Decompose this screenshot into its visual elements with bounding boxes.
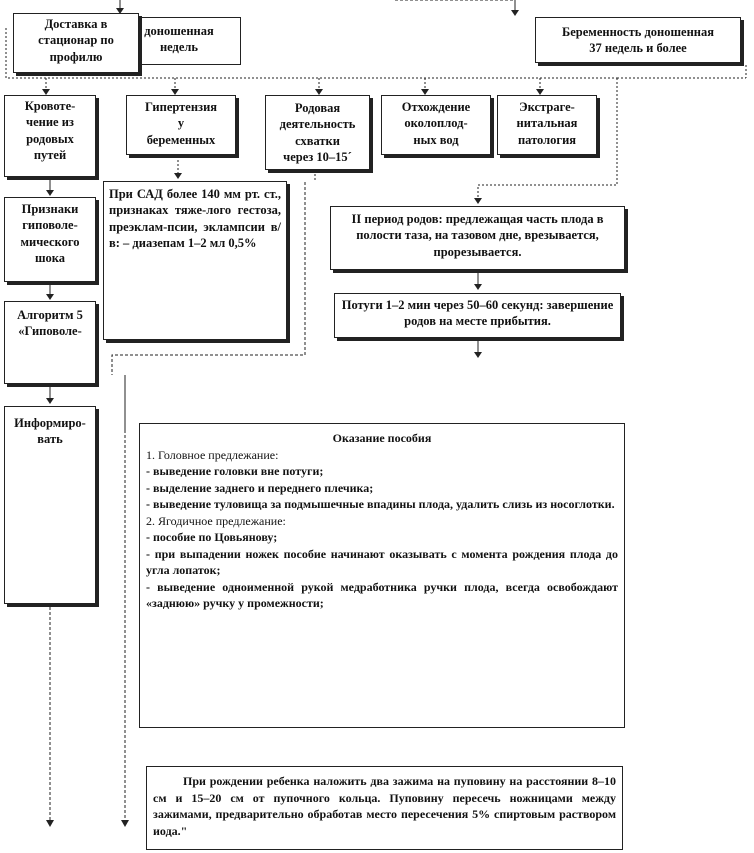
aid-title: Оказание пособия bbox=[332, 431, 432, 445]
extragenital-text: Экстраге- нитальная патология bbox=[516, 100, 578, 147]
pushes-text: Потуги 1–2 мин через 50–60 секунд: завершение родов на месте прибытия. bbox=[341, 298, 614, 329]
hypertension-text: Гипертензия у беременных bbox=[144, 100, 218, 147]
delivery-text: Доставка в стационар по профилю bbox=[38, 17, 114, 64]
arrowhead-sad bbox=[174, 173, 182, 179]
arrowhead-pushes-down bbox=[474, 352, 482, 358]
algorithm-box bbox=[4, 301, 96, 384]
arrowhead-top-right bbox=[511, 10, 519, 16]
waters-text: Отхождение околоплод- ных вод bbox=[401, 100, 471, 147]
waters-box bbox=[381, 95, 491, 155]
umbilical-cord-text: При рождении ребенка наложить два зажима на пуповину на расстоянии 8–10 см и 15–20 см от пупочного кольца. Пуповину пересечь ножницами между зажимами, предварительно обработав место пересечения 5% спиртовым раствором иода." bbox=[153, 774, 616, 838]
labor-text: Родовая деятельность схватки через 10–15´ bbox=[279, 101, 356, 164]
inform-text: Информиро- вать bbox=[14, 416, 86, 447]
sad-box bbox=[103, 181, 287, 340]
aid-line: - выделение заднего и переднего плечика; bbox=[146, 480, 374, 495]
aid-line: - при выпадении ножек пособие начинают оказывать с момента рождения плода до угла лопаток; bbox=[146, 546, 618, 578]
aid-line: - выведение головки вне потуги; bbox=[146, 464, 324, 479]
arrowhead-pushes bbox=[474, 284, 482, 290]
arrowhead-inform bbox=[46, 398, 54, 404]
arrowhead-bottom-mid bbox=[121, 820, 129, 827]
aid-line: - пособие по Цовьянову; bbox=[146, 530, 278, 545]
arrowhead-algorithm bbox=[46, 294, 54, 300]
labor-box bbox=[265, 95, 370, 170]
arrowhead-signs bbox=[46, 190, 54, 196]
aid-line: - выведение одноименной рукой медработника ручки плода, всегда освобождают «заднюю» ручку у промежности; bbox=[146, 579, 618, 611]
algorithm-text: Алгоритм 5 «Гиповоле- bbox=[17, 308, 83, 339]
hypovolemic-signs-box bbox=[4, 197, 96, 282]
arrowhead-period2 bbox=[474, 198, 482, 204]
preterm-text: доношенная недель bbox=[144, 24, 214, 55]
pushes-box bbox=[334, 293, 621, 338]
hypovolemic-signs-text: Признаки гиповоле- мического шока bbox=[20, 202, 80, 265]
period2-text: II период родов: предлежащая часть плода в полости таза, на тазовом дне, врезывается, прорезывается. bbox=[351, 212, 604, 259]
delivery-box bbox=[13, 13, 139, 73]
arrowhead-bottom-left bbox=[46, 820, 54, 827]
bleeding-box bbox=[4, 95, 96, 177]
bleeding-text: Кровоте- чение из родовых путей bbox=[24, 99, 76, 162]
inform-box bbox=[4, 406, 96, 604]
aid-line: - выведение туловища за подмышечные впадины плода, удалить слизь из носоглотки. bbox=[146, 497, 615, 512]
aid-line: 2. Ягодичное предлежание: bbox=[146, 513, 286, 528]
umbilical-cord-box bbox=[146, 766, 623, 850]
sad-text: При САД более 140 мм рт. ст., признаках тяже-лого гестоза, преэклам-псии, эклампсии в/в: – диазепам 1–2 мл 0,5% bbox=[109, 187, 281, 250]
aid-line: 1. Головное предлежание: bbox=[146, 447, 279, 462]
extragenital-box bbox=[497, 95, 597, 155]
term-pregnancy-text: Беременность доношенная 37 недель и более bbox=[562, 25, 714, 56]
term-pregnancy-box bbox=[535, 17, 741, 63]
period2-box bbox=[330, 206, 625, 270]
aid-box bbox=[139, 423, 625, 728]
hypertension-box bbox=[126, 95, 236, 155]
